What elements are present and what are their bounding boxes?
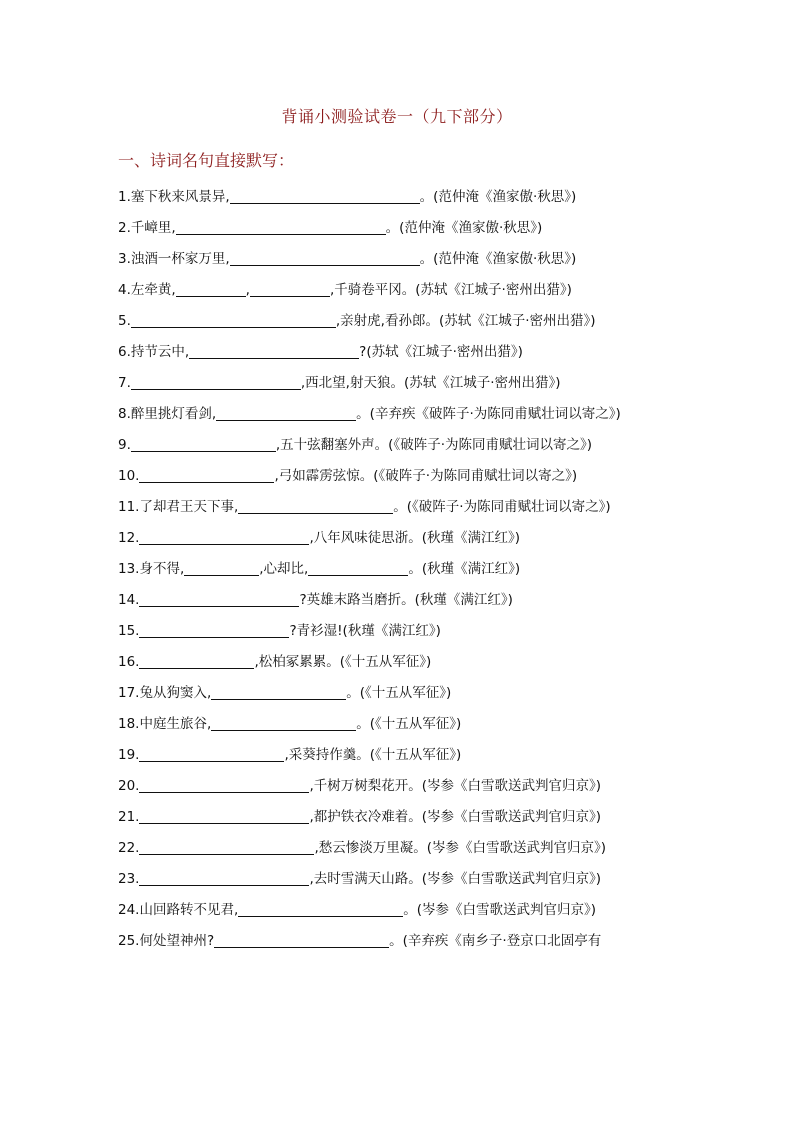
question-item [118, 709, 683, 740]
answer-blank[interactable] [139, 777, 309, 793]
question-text: 12. [118, 530, 140, 546]
question-text: 9. [118, 437, 131, 453]
answer-blank[interactable] [139, 591, 299, 607]
answer-blank[interactable] [250, 281, 330, 297]
question-item [118, 492, 683, 523]
question-text: 23. [118, 871, 140, 887]
answer-blank[interactable] [308, 560, 408, 576]
question-text: 。(秋瑾《满江红》) [408, 561, 521, 577]
answer-blank[interactable] [189, 343, 359, 359]
section-heading: 一、诗词名句直接默写： [118, 151, 295, 170]
question-text: ,西北望,射天狼。(苏轼《江城子·密州出猎》) [300, 375, 561, 391]
question-text: 6.持节云中, [118, 344, 190, 360]
question-text: 17.兔从狗窦入, [118, 685, 212, 701]
question-item [118, 678, 683, 709]
answer-blank[interactable] [131, 374, 301, 390]
question-item [118, 616, 683, 647]
question-item [118, 864, 683, 895]
question-text: 16. [118, 654, 140, 670]
question-item [118, 523, 683, 554]
answer-blank[interactable] [139, 653, 254, 669]
question-item [118, 461, 683, 492]
question-text: ,弓如霹雳弦惊。(《破阵子·为陈同甫赋壮词以寄之》) [274, 468, 578, 484]
answer-blank[interactable] [139, 467, 274, 483]
question-text: 。(辛弃疾《破阵子·为陈同甫赋壮词以寄之》) [356, 406, 621, 422]
question-item [118, 306, 683, 337]
question-item [118, 399, 683, 430]
question-text: , [245, 282, 250, 298]
question-item [118, 926, 683, 957]
question-text: ,五十弦翻塞外声。(《破阵子·为陈同甫赋壮词以寄之》) [275, 437, 593, 453]
question-text: 18.中庭生旅谷, [118, 716, 212, 732]
answer-blank[interactable] [131, 312, 336, 328]
answer-blank[interactable] [211, 684, 346, 700]
answer-blank[interactable] [139, 622, 289, 638]
question-item [118, 895, 683, 926]
question-item [118, 275, 683, 306]
question-item [118, 833, 683, 864]
answer-blank[interactable] [184, 560, 259, 576]
question-text: 7. [118, 375, 131, 391]
question-item [118, 740, 683, 771]
question-text: 2.千嶂里, [118, 220, 176, 236]
question-text: 。(范仲淹《渔家傲·秋思》) [385, 220, 543, 236]
question-text: 10. [118, 468, 140, 484]
question-text: 13.身不得, [118, 561, 185, 577]
answer-blank[interactable] [176, 281, 246, 297]
answer-blank[interactable] [139, 746, 284, 762]
question-text: 4.左牵黄, [118, 282, 176, 298]
question-text: 14. [118, 592, 140, 608]
answer-blank[interactable] [131, 436, 276, 452]
question-text: 。(《破阵子·为陈同甫赋壮词以寄之》) [393, 499, 611, 515]
question-text: 3.浊酒一杯家万里, [118, 251, 230, 267]
question-text: 15. [118, 623, 140, 639]
answer-blank[interactable] [139, 839, 314, 855]
question-text: ,八年风味徒思浙。(秋瑾《满江红》) [309, 530, 521, 546]
question-text: ,千树万树梨花开。(岑参《白雪歌送武判官归京》) [309, 778, 602, 794]
question-text: ,松柏冢累累。(《十五从军征》) [254, 654, 432, 670]
question-item [118, 337, 683, 368]
answer-blank[interactable] [176, 219, 386, 235]
question-text: 。(《十五从军征》) [356, 716, 462, 732]
question-text: 11.了却君王天下事, [118, 499, 239, 515]
question-item [118, 771, 683, 802]
question-text: 21. [118, 809, 140, 825]
question-text: 。(辛弃疾《南乡子·登京口北固亭有 [389, 933, 602, 949]
question-text: 20. [118, 778, 140, 794]
question-item [118, 430, 683, 461]
question-text: 22. [118, 840, 140, 856]
answer-blank[interactable] [238, 498, 393, 514]
question-text: ,亲射虎,看孙郎。(苏轼《江城子·密州出猎》) [335, 313, 596, 329]
question-item [118, 647, 683, 678]
question-text: ?英雄末路当磨折。(秋瑾《满江红》) [299, 592, 513, 608]
question-text: ,去时雪满天山路。(岑参《白雪歌送武判官归京》) [309, 871, 602, 887]
question-text: 。(岑参《白雪歌送武判官归京》) [403, 902, 597, 918]
answer-blank[interactable] [139, 529, 309, 545]
answer-blank[interactable] [139, 808, 309, 824]
answer-blank[interactable] [230, 250, 420, 266]
question-text: ,采葵持作羹。(《十五从军征》) [284, 747, 462, 763]
question-text: 5. [118, 313, 131, 329]
answer-blank[interactable] [211, 715, 356, 731]
question-text: 25.何处望神州? [118, 933, 215, 949]
answer-blank[interactable] [238, 901, 403, 917]
question-text: 24.山回路转不见君, [118, 902, 239, 918]
question-text: ,千骑卷平冈。(苏轼《江城子·密州出猎》) [329, 282, 572, 298]
question-text: 19. [118, 747, 140, 763]
page-title: 背诵小测验试卷一（九下部分） [281, 107, 513, 126]
question-text: 8.醉里挑灯看剑, [118, 406, 217, 422]
question-text: 。(范仲淹《渔家傲·秋思》) [419, 251, 577, 267]
question-item [118, 585, 683, 616]
question-text: ?(苏轼《江城子·密州出猎》) [359, 344, 523, 360]
question-item [118, 368, 683, 399]
question-item [118, 554, 683, 585]
question-text: 。(《十五从军征》) [346, 685, 452, 701]
answer-blank[interactable] [139, 870, 309, 886]
question-text: ,愁云惨淡万里凝。(岑参《白雪歌送武判官归京》) [314, 840, 607, 856]
answer-blank[interactable] [216, 405, 356, 421]
question-item [118, 182, 683, 213]
question-text: ?青衫湿!(秋瑾《满江红》) [289, 623, 441, 639]
answer-blank[interactable] [214, 932, 389, 948]
answer-blank[interactable] [230, 188, 420, 204]
question-text: 1.塞下秋来风景异, [118, 189, 230, 205]
question-item [118, 213, 683, 244]
question-list [118, 182, 683, 957]
question-item [118, 244, 683, 275]
question-text: 。(范仲淹《渔家傲·秋思》) [419, 189, 577, 205]
question-text: ,都护铁衣冷难着。(岑参《白雪歌送武判官归京》) [309, 809, 602, 825]
question-item [118, 802, 683, 833]
question-text: ,心却比, [259, 561, 309, 577]
